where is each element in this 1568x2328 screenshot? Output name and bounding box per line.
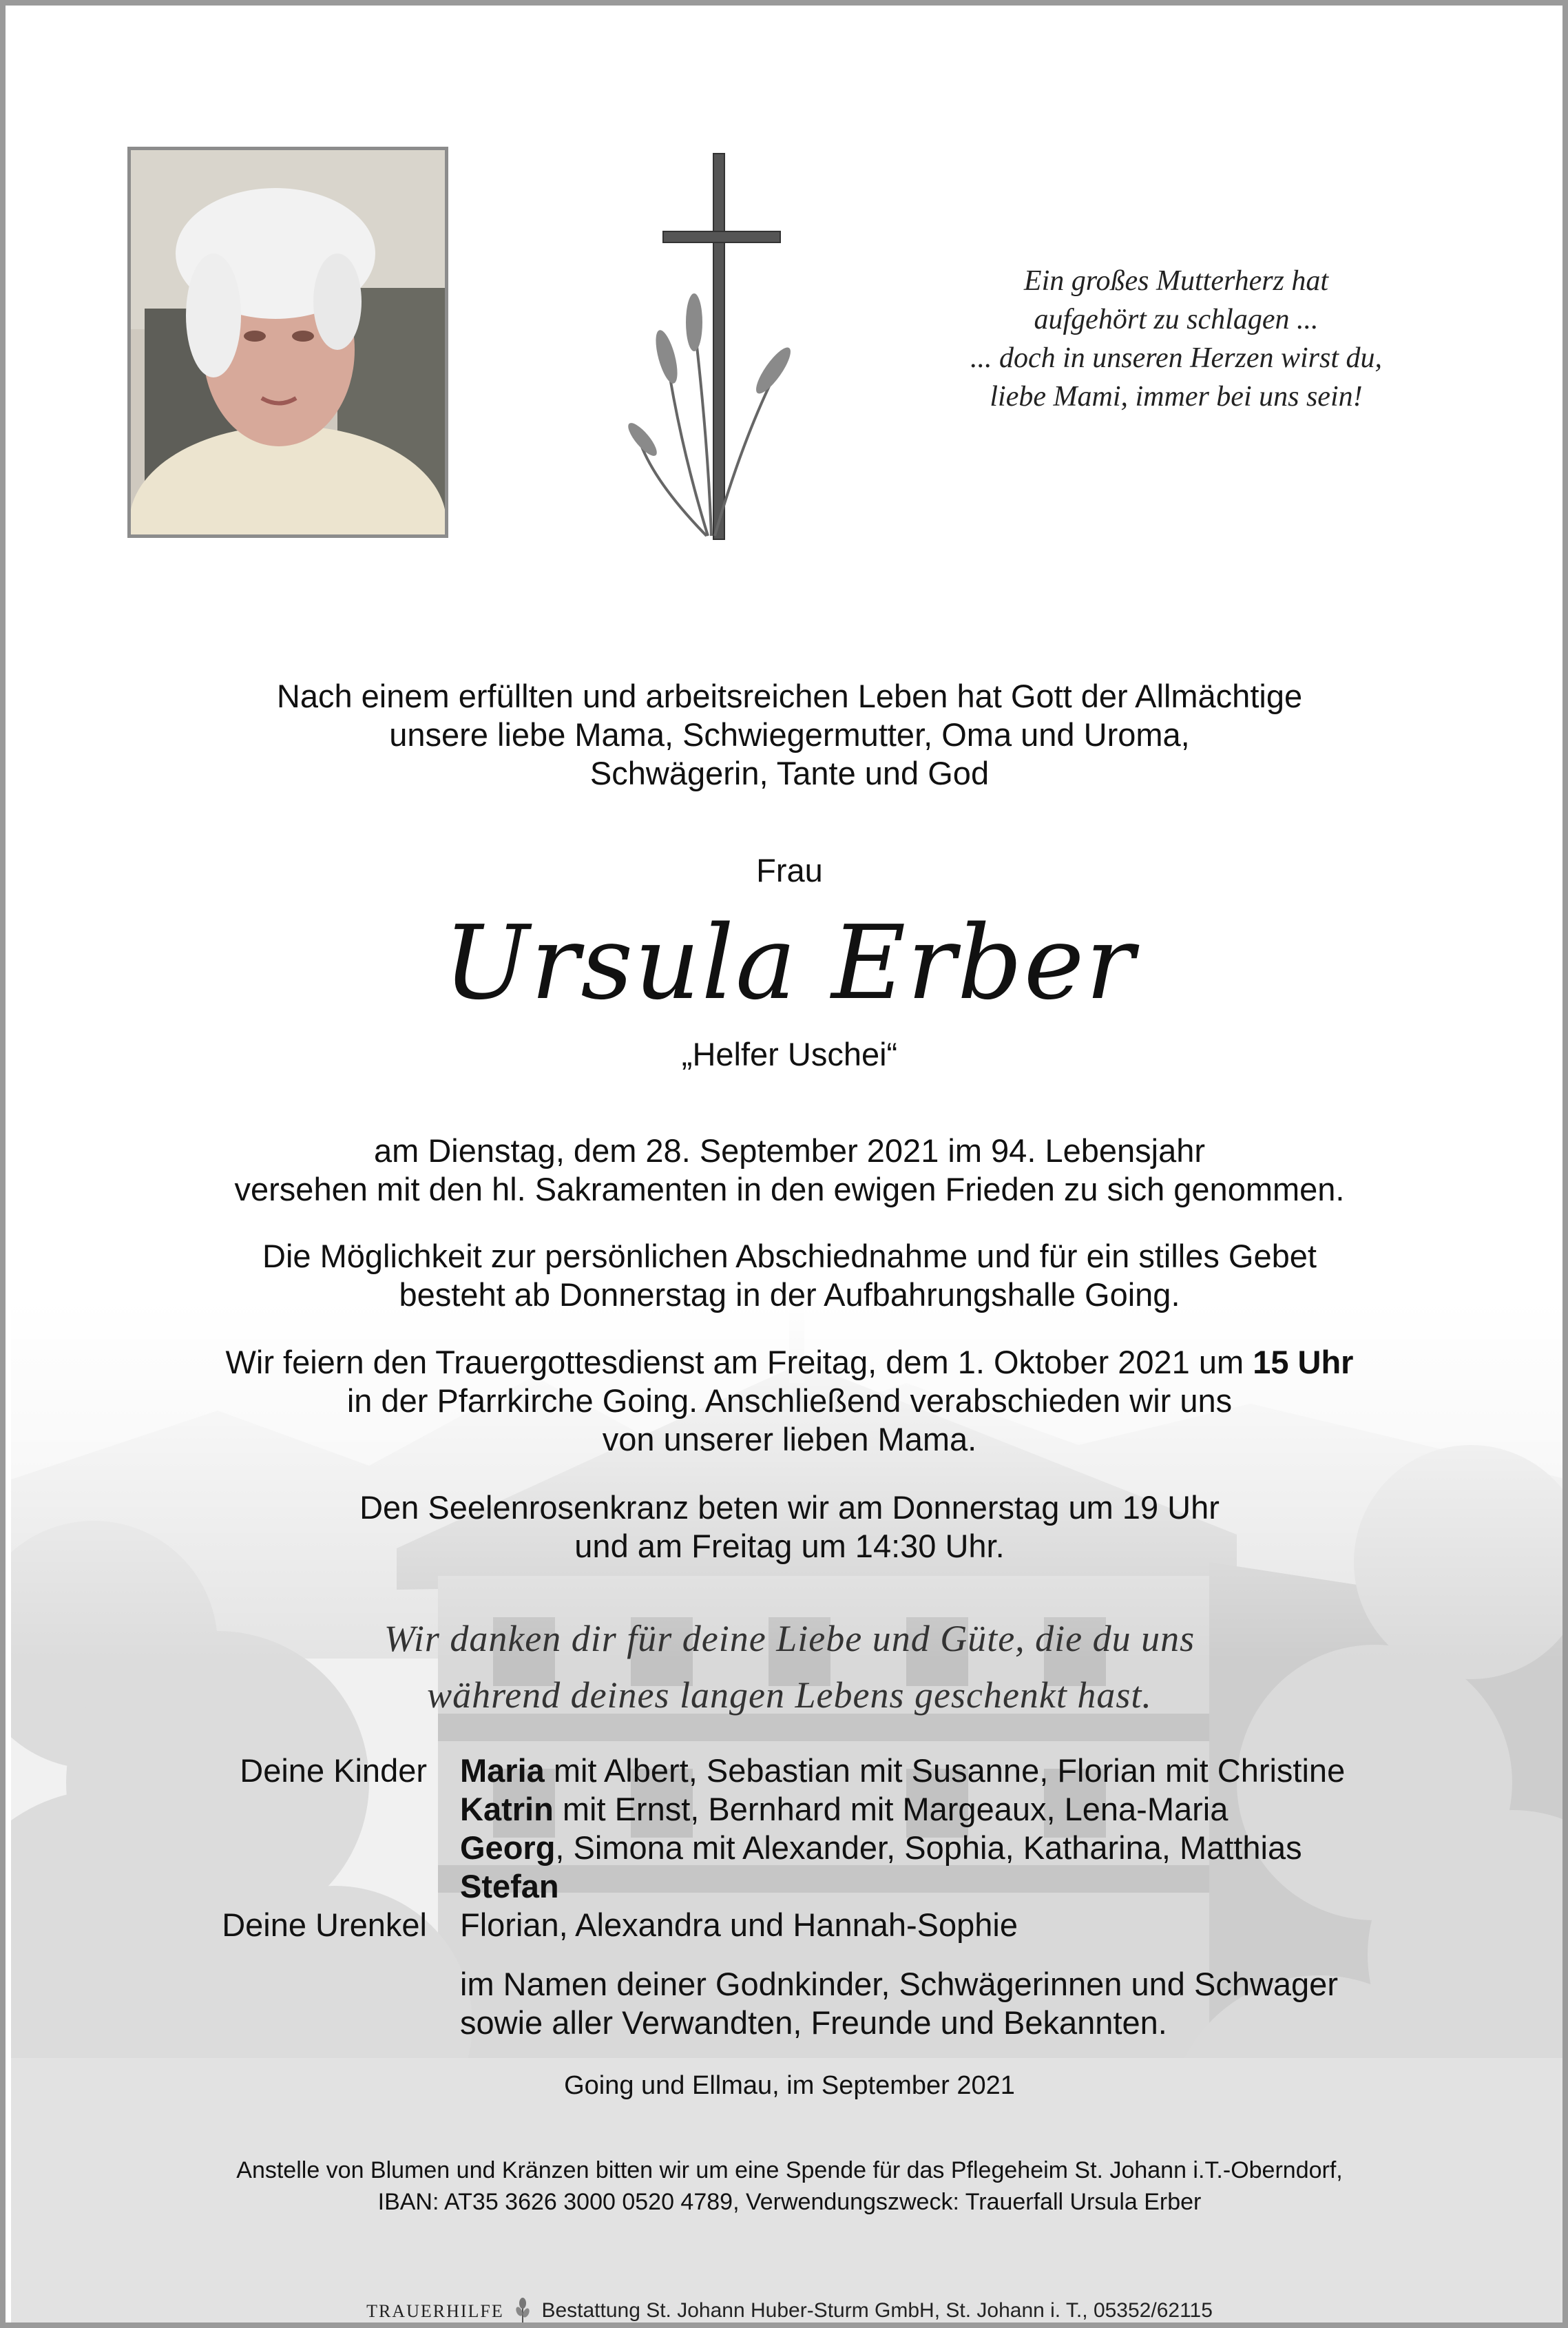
wheat-icon [514,2298,532,2325]
child-family: mit Albert, Sebastian mit Susanne, Florian mit Christine [544,1752,1346,1789]
child-entry [460,1790,1228,1829]
death-announcement [6,1132,1568,1209]
viewing-info [6,1237,1568,1314]
service-line: von unserer lieben Mama. [602,1421,977,1457]
child-family: , Simona mit Alexander, Sophia, Katharina, Matthias [555,1829,1302,1866]
funeral-home-footer [6,2298,1568,2325]
child-family: mit Ernst, Bernhard mit Margeaux, Lena-Maria [553,1791,1229,1827]
greatgrandchildren-row [6,1906,1568,1944]
others-row [6,2004,1568,2042]
rosary-line: Den Seelenrosenkranz beten wir am Donnerstag um 19 Uhr [359,1489,1220,1526]
child-entry [460,1752,1345,1790]
children-label: Deine Kinder [240,1752,427,1789]
memorial-quote [921,262,1431,416]
deceased-portrait-photo [127,147,448,538]
intro-line: Nach einem erfüllten und arbeitsreichen Leben hat Gott der Allmächtige [276,678,1303,714]
rosary-line: und am Freitag um 14:30 Uhr. [574,1528,1005,1564]
deceased-name: Ursula Erber [443,904,1136,1022]
service-time: 15 Uhr [1253,1344,1354,1380]
children-row [6,1752,1568,1790]
service-line-text: Wir feiern den Trauergottesdienst am Freitag, dem 1. Oktober 2021 um [225,1344,1253,1380]
greatgrandchildren-names: Florian, Alexandra und Hannah-Sophie [460,1906,1018,1943]
quote-line: aufgehört zu schlagen ... [1034,304,1319,335]
others-line: im Namen deiner Godnkinder, Schwägerinnen und Schwager [460,1966,1338,2002]
cross-with-wheat-icon [625,150,797,550]
place-date: Going und Ellmau, im September 2021 [564,2071,1015,2100]
donation-note [6,2154,1568,2218]
thanks-line: Wir danken dir für deine Liebe und Güte, die du uns [384,1618,1195,1659]
rosary-info [6,1488,1568,1566]
death-line: versehen mit den hl. Sakramenten in den ewigen Frieden zu sich genommen. [234,1171,1345,1207]
nickname: „Helfer Uschei“ [681,1036,898,1072]
others-line: sowie aller Verwandten, Freunde und Bekannten. [460,2004,1167,2041]
funeral-service-info [6,1343,1568,1459]
child-entry [460,1829,1302,1867]
quote-line: Ein großes Mutterherz hat [1023,265,1329,297]
footer-brand: TRAUERHILFE [366,2300,504,2321]
children-row [6,1867,1568,1906]
child-name: Katrin [460,1791,554,1827]
viewing-line: Die Möglichkeit zur persönlichen Abschiednahme und für ein stilles Gebet [262,1238,1317,1274]
salutation: Frau [756,852,823,888]
quote-line: liebe Mami, immer bei uns sein! [990,381,1363,413]
intro-line: Schwägerin, Tante und God [589,755,990,791]
death-line: am Dienstag, dem 28. September 2021 im 94. Lebensjahr [373,1132,1206,1169]
donation-line: IBAN: AT35 3626 3000 0520 4789, Verwendungszweck: Trauerfall Ursula Erber [377,2189,1202,2215]
child-entry [460,1867,559,1906]
child-name: Stefan [460,1868,559,1904]
greatgrandchildren-label: Deine Urenkel [222,1906,427,1943]
child-name: Georg [460,1829,556,1866]
quote-line: ... doch in unseren Herzen wirst du, [970,342,1383,374]
footer-company: Bestattung St. Johann Huber-Sturm GmbH, St. Johann i. T., 05352/62115 [541,2298,1213,2322]
family-list [6,1752,1568,2042]
thanks-text [6,1610,1568,1723]
thanks-line: während deines langen Lebens geschenkt hast. [427,1674,1152,1716]
donation-line: Anstelle von Blumen und Kränzen bitten wir um eine Spende für das Pflegeheim St. Johann i.T.-Oberndorf, [236,2157,1343,2183]
service-line: in der Pfarrkirche Going. Anschließend verabschieden wir uns [346,1382,1233,1419]
child-name: Maria [460,1752,545,1789]
service-line [6,1343,1568,1382]
viewing-line: besteht ab Donnerstag in der Aufbahrungshalle Going. [399,1276,1180,1313]
children-row [6,1790,1568,1829]
others-row [6,1965,1568,2004]
children-row [6,1829,1568,1867]
intro-text [6,677,1568,793]
intro-line: unsere liebe Mama, Schwiegermutter, Oma und Uroma, [389,716,1190,753]
